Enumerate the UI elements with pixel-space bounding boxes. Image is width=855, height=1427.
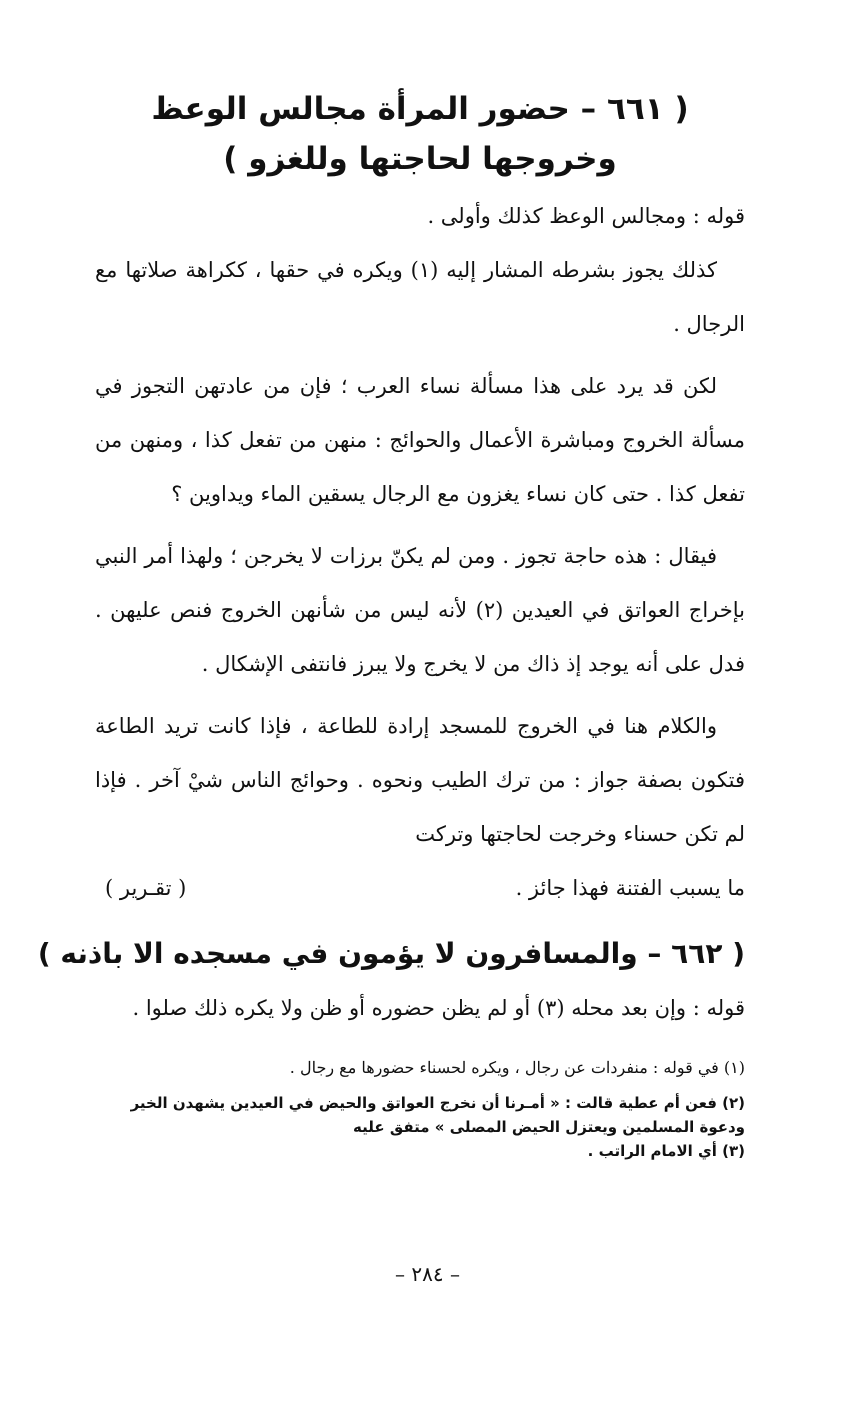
section-662-quote: قوله : وإن بعد محله (٣) أو لم يظن حضوره أو ظن ولا يكره ذلك صلوا .	[132, 996, 745, 1020]
section-662-title: ( ٦٦٢ – والمسافرون لا يؤمون في مسجده الا باذنه )	[37, 937, 745, 970]
section-661-title-line-1: ( ٦٦١ – حضور المرأة مجالس الوعظ	[151, 91, 689, 127]
footnote-3: (٣) أي الامام الراتب .	[587, 1142, 745, 1160]
section-661-closing-line	[95, 861, 745, 915]
section-661-paragraph-4-end: ما يسبب الفتنة فهذا جائز .	[515, 876, 745, 900]
taqrir-label: ( تقـرير )	[105, 876, 187, 900]
section-661-title-line-2: وخروجها لحاجتها وللغزو )	[223, 141, 617, 177]
section-661-paragraph-4: والكلام هنا في الخروج للمسجد إرادة للطاعة ، فإذا كانت تريد الطاعة فتكون بصفة جواز : من ترك الطيب ونحوه . وحوائج الناس شيْ آخر . فإذا لم تكن حسناء وخرجت لحاجتها وتركت	[95, 714, 745, 846]
page-number: – ٢٨٤ –	[395, 1262, 460, 1286]
footnote-2: (٢) فعن أم عطية قالت : « أمـرنا أن نخرج العواتق والحيض في العيدين يشهدن الخير ودعوة المسلمين ويعتزل الحيض المصلى » متفق عليه	[130, 1094, 745, 1136]
footnote-1: (١) في قوله : منفردات عن رجال ، ويكره لحسناء حضورها مع رجال .	[289, 1058, 745, 1077]
section-661-paragraph-1: كذلك يجوز بشرطه المشار إليه (١) ويكره في حقها ، ككراهة صلاتها مع الرجال .	[95, 258, 745, 336]
section-661-paragraph-3: فيقال : هذه حاجة تجوز . ومن لم يكنّ برزات لا يخرجن ؛ ولهذا أمر النبي بإخراج العواتق في العيدين (٢) لأنه ليس من شأنهن الخروج فنص عليهن . فدل على أنه يوجد إذ ذاك من لا يخرج ولا يبرز فانتفى الإشكال .	[95, 544, 745, 676]
section-661-quote: قوله : ومجالس الوعظ كذلك وأولى .	[427, 204, 745, 228]
page-body	[37, 85, 745, 1171]
footnotes	[95, 1053, 745, 1163]
section-661-paragraph-2: لكن قد يرد على هذا مسألة نساء العرب ؛ فإن من عادتهن التجوز في مسألة الخروج ومباشرة الأعمال والحوائج : منهن من تفعل كذا ، ومنهن من تفعل كذا . حتى كان نساء يغزون مع الرجال يسقين الماء ويداوين ؟	[95, 374, 745, 506]
